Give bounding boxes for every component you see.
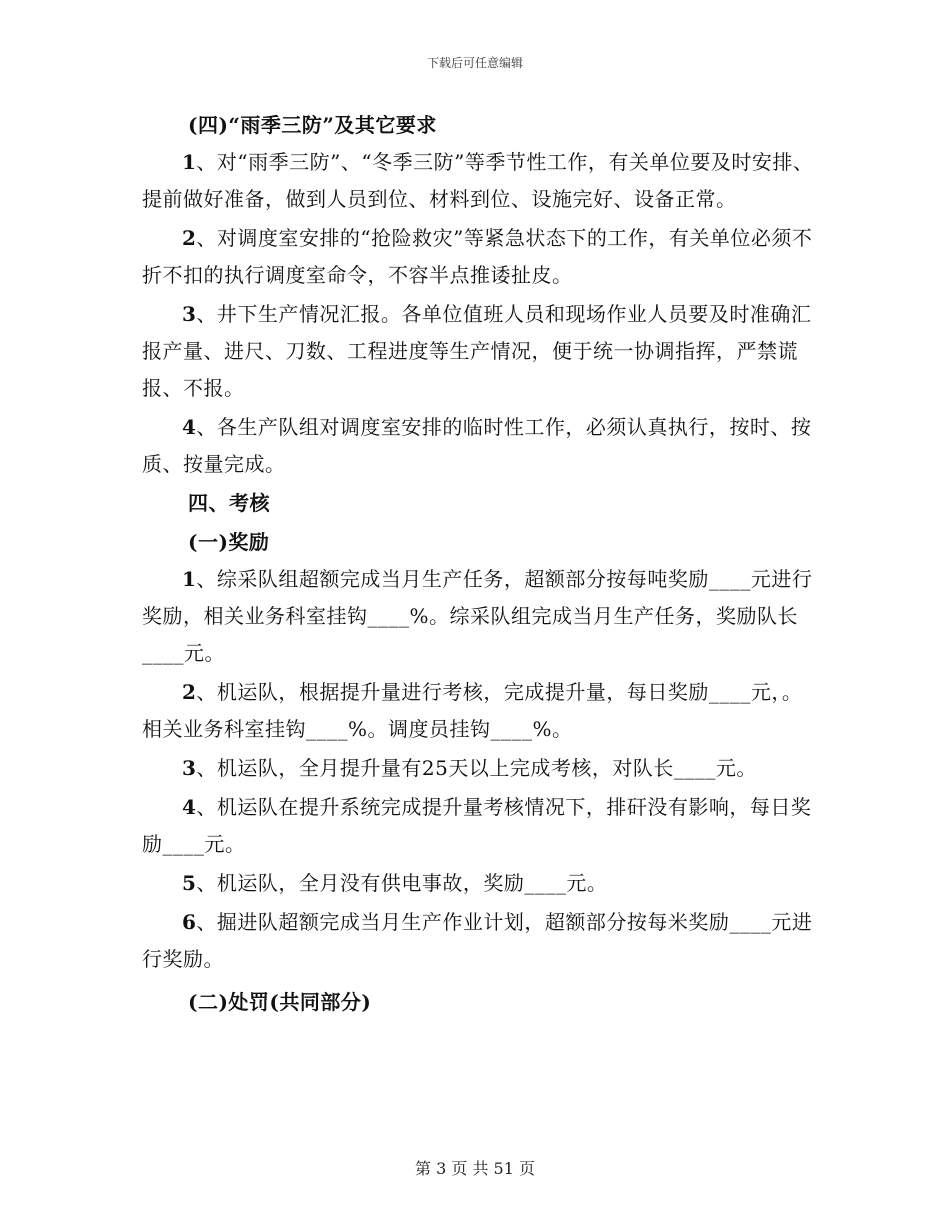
paragraph-number: 2 bbox=[182, 680, 197, 704]
reward-item-1 bbox=[142, 561, 822, 672]
reward-item-4 bbox=[142, 789, 822, 863]
section-heading-penalties: (二)处罚(共同部分) bbox=[188, 990, 372, 1014]
paragraph-number: 6 bbox=[182, 910, 197, 934]
reward-item-6 bbox=[142, 904, 822, 978]
paragraph-text: 、机运队在提升系统完成提升量考核情况下，排矸没有影响，每日奖励____元。 bbox=[142, 795, 812, 856]
reward-item-3 bbox=[142, 750, 822, 787]
paragraph-text: 、综采队组超额完成当月生产任务，超额部分按每吨奖励____元进行奖励，相关业务科室挂钩____%。综采队组完成当月生产任务，奖励队长____元。 bbox=[142, 567, 813, 665]
paragraph-text: 、机运队，根据提升量进行考核，完成提升量，每日奖励____元，。相关业务科室挂钩____%。调度员挂钩____%。 bbox=[142, 680, 803, 741]
paragraph-number: 4 bbox=[182, 415, 197, 439]
paragraph-text: 、机运队，全月提升量有25天以上完成考核，对队长____元。 bbox=[196, 756, 757, 780]
paragraph-number: 1 bbox=[182, 150, 197, 174]
paragraph-text: 、对调度室安排的“抢险救灾”等紧急状态下的工作，有关单位必须不折不扣的执行调度室命令，不容半点推诿扯皮。 bbox=[142, 226, 813, 287]
paragraph-3 bbox=[142, 296, 822, 407]
paragraph-number: 5 bbox=[182, 871, 197, 895]
reward-item-5 bbox=[142, 865, 822, 902]
paragraph-text: 、机运队，全月没有供电事故，奖励____元。 bbox=[196, 871, 608, 895]
section-heading-rewards: (一)奖励 bbox=[188, 530, 270, 554]
document-body bbox=[142, 107, 822, 1021]
section-heading-rainy-season: (四)“雨季三防”及其它要求 bbox=[188, 113, 437, 137]
paragraph-number: 2 bbox=[182, 226, 197, 250]
section-heading-assessment: 四、考核 bbox=[188, 491, 270, 515]
paragraph-text: 、井下生产情况汇报。各单位值班人员和现场作业人员要及时准确汇报产量、进尺、刀数、工程进度等生产情况，便于统一协调指挥，严禁谎报、不报。 bbox=[142, 302, 812, 400]
paragraph-number: 3 bbox=[182, 756, 197, 780]
paragraph-text: 、对“雨季三防”、“冬季三防”等季节性工作，有关单位要及时安排、提前做好准备，做到人员到位、材料到位、设施完好、设备正常。 bbox=[142, 150, 814, 211]
page-number-footer: 第 3 页 共 51 页 bbox=[415, 1159, 535, 1178]
reward-item-2 bbox=[142, 674, 822, 748]
paragraph-number: 1 bbox=[182, 567, 197, 591]
page-header-note: 下载后可任意编辑 bbox=[426, 56, 523, 70]
paragraph-text: 、掘进队超额完成当月生产作业计划，超额部分按每米奖励____元进行奖励。 bbox=[142, 910, 813, 971]
paragraph-4 bbox=[142, 409, 822, 483]
paragraph-2 bbox=[142, 220, 822, 294]
paragraph-text: 、各生产队组对调度室安排的临时性工作，必须认真执行，按时、按质、按量完成。 bbox=[142, 415, 812, 476]
paragraph-number: 3 bbox=[182, 302, 197, 326]
paragraph-number: 4 bbox=[182, 795, 197, 819]
paragraph-1 bbox=[142, 144, 822, 218]
